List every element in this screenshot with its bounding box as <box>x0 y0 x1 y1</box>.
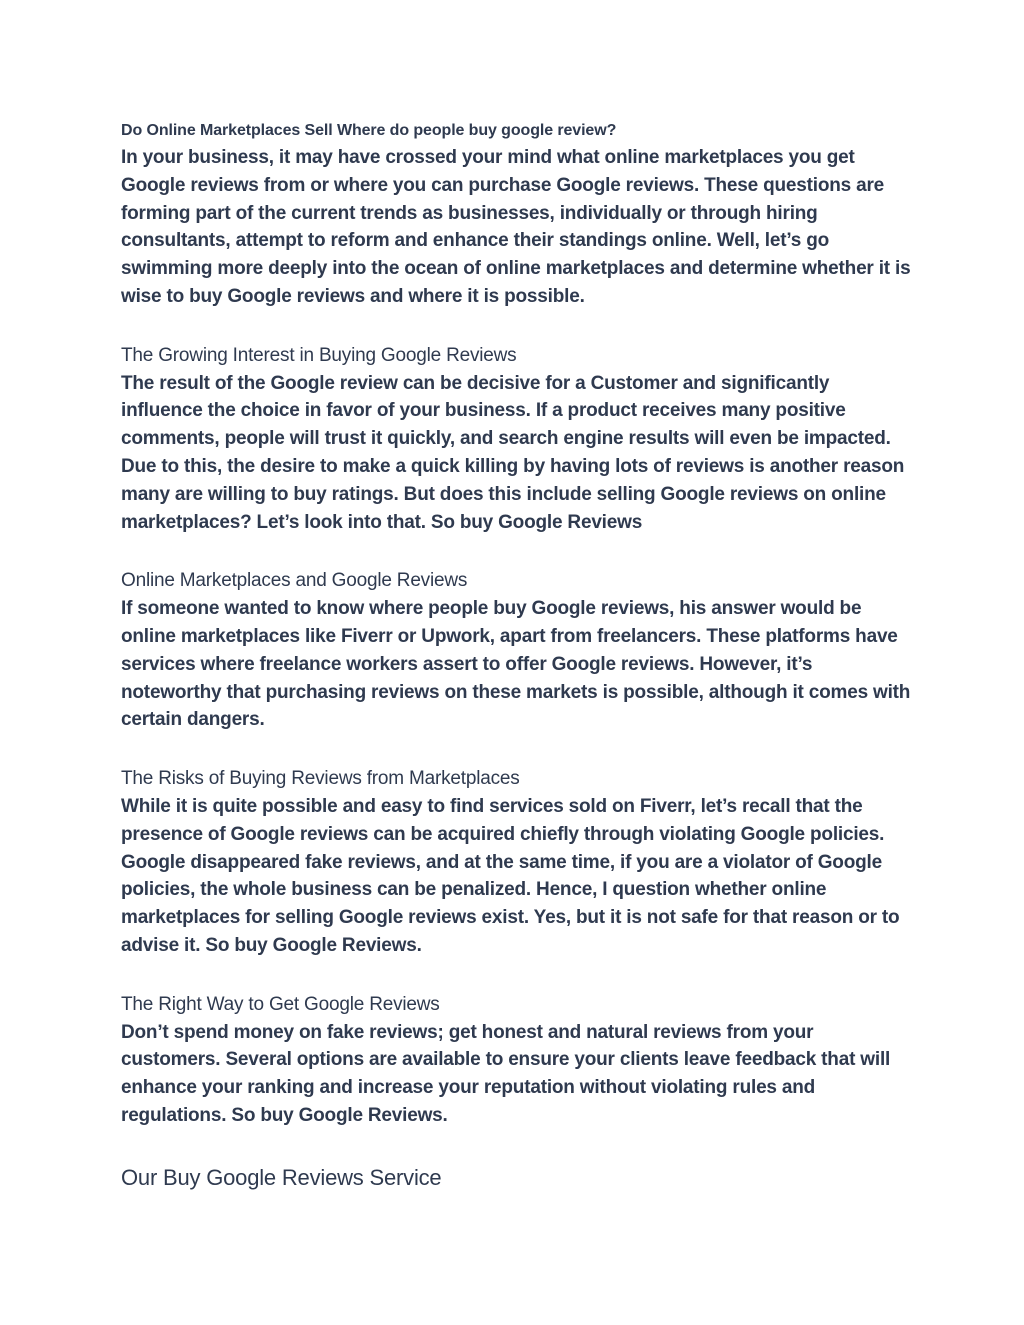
section-paragraph: If someone wanted to know where people buy Google reviews, his answer would be online marketplaces like Fiverr or Upwork, apart from freelancers. These platforms have services where freelance workers assert to offer Google reviews. However, it’s noteworthy that purchasing reviews on these markets is possible, although it comes with certain dangers. <box>121 598 911 731</box>
section-right-way <box>121 991 911 1130</box>
section-heading: The Right Way to Get Google Reviews <box>121 993 440 1015</box>
section-risks <box>121 765 911 960</box>
section-heading: The Risks of Buying Reviews from Marketplaces <box>121 768 520 790</box>
section-heading: The Growing Interest in Buying Google Reviews <box>121 344 517 366</box>
section-paragraph: The result of the Google review can be decisive for a Customer and significantly influence the choice in favor of your business. If a product receives many positive comments, people will trust it quickly, and search engine results will even be impacted. Due to this, the desire to make a quick killing by having lots of reviews is another reason many are willing to buy ratings. But does this include selling Google reviews on online marketplaces? Let’s look into that. So buy Google Reviews <box>121 372 905 533</box>
section-paragraph: Don’t spend money on fake reviews; get honest and natural reviews from your customers. Several options are available to ensure your clients leave feedback that will enhance your ranking and increase your reputation without violating rules and regulations. So buy Google Reviews. <box>121 1021 891 1126</box>
service-heading: Our Buy Google Reviews Service <box>121 1164 442 1190</box>
section-paragraph: While it is quite possible and easy to find services sold on Fiverr, let’s recall that the presence of Google reviews can be acquired chiefly through violating Google policies. Google disappeared fake reviews, and at the same time, if you are a violator of Google policies, the whole business can be penalized. Hence, I question whether online marketplaces for selling Google reviews exist. Yes, but it is not safe for that reason or to advise it. So buy Google Reviews. <box>121 795 900 956</box>
section-heading: Online Marketplaces and Google Reviews <box>121 570 468 592</box>
section-growing-interest <box>121 342 911 537</box>
document-title: Do Online Marketplaces Sell Where do people buy google review? <box>121 122 617 139</box>
intro-paragraph: In your business, it may have crossed your mind what online marketplaces you get Google reviews from or where you can purchase Google reviews. These questions are forming part of the current trends as businesses, individually or through hiring consultants, attempt to reform and enhance their standings online. Well, let’s go swimming more deeply into the ocean of online marketplaces and determine whether it is wise to buy Google reviews and where it is possible. <box>121 147 911 307</box>
document-page <box>121 118 911 1193</box>
section-online-marketplaces <box>121 567 911 734</box>
